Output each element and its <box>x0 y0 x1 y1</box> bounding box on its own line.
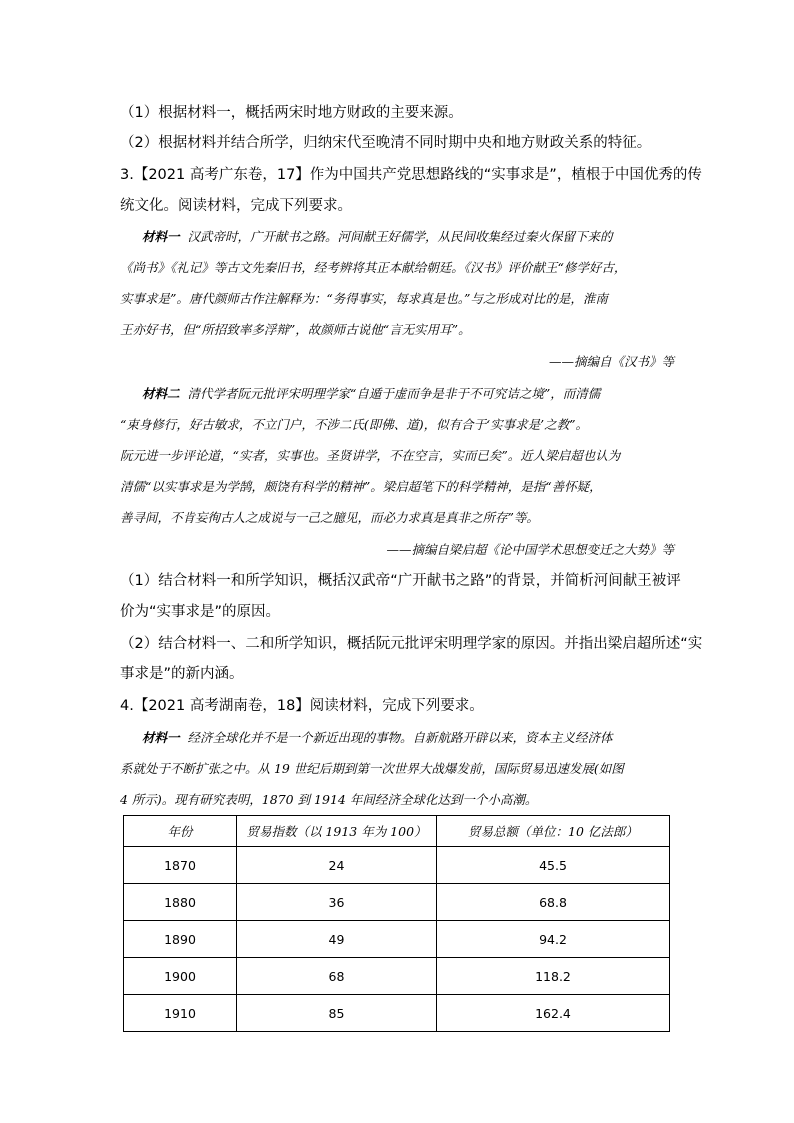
question-3-1-line2: 价为“实事求是”的原因。 <box>120 604 281 620</box>
material-2-label: 材料二 <box>142 386 180 401</box>
cell-total: 118.2 <box>437 958 670 995</box>
cell-year: 1900 <box>124 958 237 995</box>
material-3-line2: 系就处于不断扩张之中。从 19 世纪后期到第一次世界大战爆发前，国际贸易迅速发展(如图 <box>120 761 624 776</box>
material-1-line3: 实事求是”。唐代颜师古作注解释为：“务得事实，每求真是也。”与之形成对比的是，淮南 <box>120 291 608 306</box>
cell-year: 1890 <box>124 921 237 958</box>
trade-table <box>123 815 670 1032</box>
header-trade-index: 贸易指数（以 1913 年为 100） <box>237 816 437 847</box>
material-1-source: ——摘编自《汉书》等 <box>548 354 674 369</box>
question-3-2-line2: 事求是”的新内涵。 <box>120 666 244 682</box>
material-1-line2: 《尚书》《礼记》等古文先秦旧书，经考辨将其正本献给朝廷。《汉书》评价献王“修学好古， <box>120 260 627 275</box>
table-header-row <box>124 816 670 847</box>
cell-index: 85 <box>237 995 437 1032</box>
question-3-2-line1: （2）结合材料一、二和所学知识，概括阮元批评宋明理学家的原因。并指出梁启超所述“实 <box>120 636 703 652</box>
cell-total: 45.5 <box>437 847 670 884</box>
material-3-line1: 材料一 经济全球化并不是一个新近出现的事物。自新航路开辟以来，资本主义经济体 <box>142 730 613 745</box>
cell-total: 162.4 <box>437 995 670 1032</box>
cell-year: 1880 <box>124 884 237 921</box>
cell-index: 36 <box>237 884 437 921</box>
header-year: 年份 <box>124 816 237 847</box>
material-2-line5: 善寻间，不肯妄徇古人之成说与一己之臆见，而必力求真是真非之所存”等。 <box>120 510 539 525</box>
table-row <box>124 847 670 884</box>
table-row <box>124 958 670 995</box>
table-row <box>124 921 670 958</box>
material-1-line1: 材料一 汉武帝时，广开献书之路。河间献王好儒学，从民间收集经过秦火保留下来的 <box>142 229 613 244</box>
material-2-line1: 材料二 清代学者阮元批评宋明理学家“自遁于虚而争是非于不可究诘之境”，而清儒 <box>142 386 601 401</box>
material-2-line2: “束身修行，好古敏求，不立门户，不涉二氏(即佛、道)，似有合于‘实事求是’之教”。 <box>120 417 588 432</box>
material-2-line3: 阮元进一步评论道，“实者，实事也。圣贤讲学，不在空言，实而已矣”。近人梁启超也认为 <box>120 448 621 463</box>
cell-index: 68 <box>237 958 437 995</box>
material-1-label: 材料一 <box>142 229 180 244</box>
material-3-label: 材料一 <box>142 730 180 745</box>
question-2-2: （2）根据材料并结合所学，归纳宋代至晚清不同时期中央和地方财政关系的特征。 <box>120 135 652 151</box>
material-3-line3: 4 所示)。现有研究表明，1870 到 1914 年间经济全球化达到一个小高潮。 <box>120 792 538 807</box>
cell-year: 1870 <box>124 847 237 884</box>
header-trade-total: 贸易总额（单位：10 亿法郎） <box>437 816 670 847</box>
cell-total: 68.8 <box>437 884 670 921</box>
question-3-1-line1: （1）结合材料一和所学知识，概括汉武帝“广开献书之路”的背景，并简析河间献王被评 <box>120 573 681 589</box>
cell-index: 24 <box>237 847 437 884</box>
question-4-title: 4.【2021 高考湖南卷，18】阅读材料，完成下列要求。 <box>120 698 484 714</box>
question-2-1: （1）根据材料一，概括两宋时地方财政的主要来源。 <box>120 105 463 121</box>
question-3-title-line1: 3.【2021 高考广东卷，17】作为中国共产党思想路线的“实事求是”，植根于中国优秀的传 <box>120 167 702 183</box>
table-row <box>124 884 670 921</box>
cell-total: 94.2 <box>437 921 670 958</box>
material-1-line4: 王亦好书，但“所招致率多浮辩”，故颜师古说他“言无实用耳”。 <box>120 322 471 337</box>
material-2-line4: 清儒“以实事求是为学鹄，颇饶有科学的精神”。梁启超笔下的科学精神，是指“善怀疑， <box>120 479 602 494</box>
cell-index: 49 <box>237 921 437 958</box>
material-2-source: ——摘编自梁启超《论中国学术思想变迁之大势》等 <box>386 542 674 557</box>
cell-year: 1910 <box>124 995 237 1032</box>
table-row <box>124 995 670 1032</box>
question-3-title-line2: 统文化。阅读材料，完成下列要求。 <box>120 198 352 214</box>
